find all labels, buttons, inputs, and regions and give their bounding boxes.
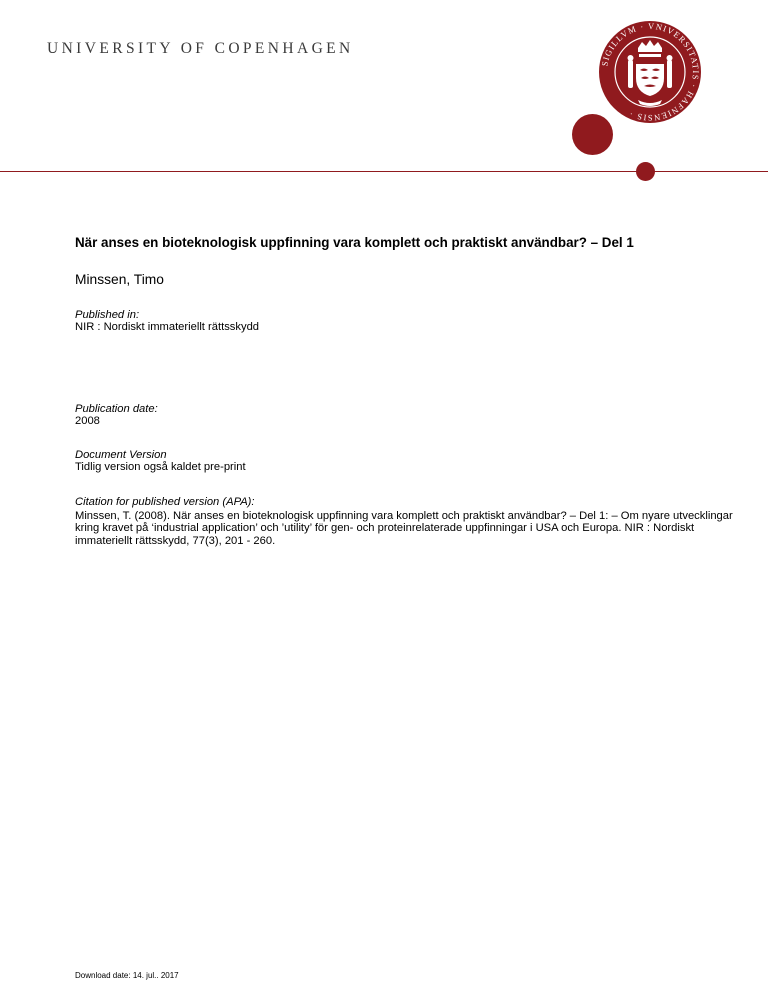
publication-date-value: 2008	[75, 415, 100, 427]
author-name: Minssen, Timo	[75, 272, 164, 287]
publication-date-label: Publication date:	[75, 403, 158, 415]
citation-text: Minssen, T. (2008). När anses en bioteknologisk uppfinning vara komplett och praktiskt användbar? – Del 1: – Om nyare utvecklingar kring kravet på ‘industrial application’ och ’utility’ för gen- och proteinrelaterade uppfinningar i USA och Europa. NIR : Nordiskt immateriellt rättsskydd, 77(3), 201 - 260.	[75, 510, 733, 547]
published-in-value: NIR : Nordiskt immateriellt rättsskydd	[75, 321, 260, 333]
publication-title: När anses en bioteknologisk uppfinning vara komplett och praktiskt användbar? – Del 1	[75, 235, 634, 250]
citation-label: Citation for published version (APA):	[75, 496, 255, 508]
document-version-label: Document Version	[75, 449, 167, 461]
published-in-label: Published in:	[75, 309, 140, 321]
document-version-value: Tidlig version også kaldet pre-print	[75, 461, 246, 473]
download-date: Download date: 14. jul.. 2017	[75, 971, 179, 980]
svg-text:SIGILLVM · VNIVERSITATIS · HAF: SIGILLVM · VNIVERSITATIS · HAFNIENSIS ·	[599, 20, 702, 124]
university-name: UNIVERSITY OF COPENHAGEN	[47, 40, 354, 57]
decorative-dot-small	[636, 162, 655, 181]
university-seal-logo	[598, 20, 702, 124]
decorative-dot-large	[572, 114, 613, 155]
